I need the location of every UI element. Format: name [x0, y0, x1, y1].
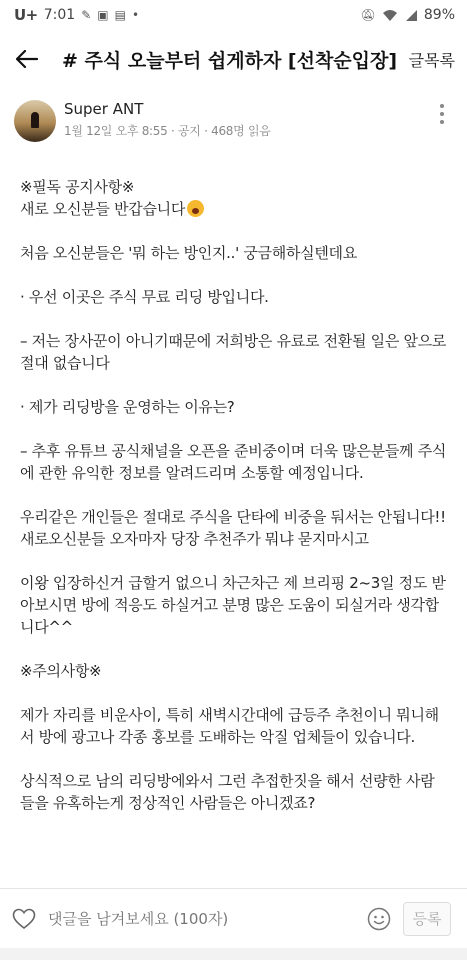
post-paragraph: – 저는 장사꾼이 아니기때문에 저희방은 유료로 전환될 일은 앞으로 절대 없습니다: [20, 332, 447, 372]
image-icon: ▤: [114, 8, 126, 22]
paragraph-text: ※필독 공지사항※ 새로 오신분들 반갑습니다: [20, 178, 186, 218]
author-name[interactable]: Super ANT: [64, 100, 144, 118]
post-paragraph: · 우선 이곳은 주식 무료 리딩 방입니다.: [20, 288, 269, 306]
post-paragraph: · 제가 리딩방을 운영하는 이유는?: [20, 398, 235, 416]
status-right: [361, 7, 455, 23]
more-options-button[interactable]: [433, 98, 451, 124]
submit-comment-button[interactable]: 등록: [403, 902, 451, 936]
post-content: [0, 154, 467, 814]
scared-face-emoji-icon: [187, 200, 204, 217]
status-bar: [0, 0, 467, 30]
avatar[interactable]: [14, 100, 56, 142]
post-paragraph: [20, 176, 447, 220]
dot-icon: •: [131, 8, 140, 22]
more-dot-icon: [440, 112, 444, 116]
post-paragraph: 처음 오신분들은 '뭐 하는 방인지..' 궁금해하실텐데요: [20, 244, 357, 262]
arrow-left-icon: [16, 50, 38, 68]
clock: 7:01: [43, 7, 76, 23]
comment-bar: [0, 888, 467, 948]
post-paragraph: 제가 자리를 비운사이, 특히 새벽시간대에 급등주 추천이니 뭐니해서 방에 광고나 각종 홍보를 도배하는 악질 업체들이 있습니다.: [20, 706, 439, 746]
more-dot-icon: [440, 120, 444, 124]
post-paragraph: ※주의사항※: [20, 662, 102, 680]
post-paragraph: 이왕 입장하신거 급할거 없으니 차근차근 제 브리핑 2~3일 정도 받아보시면 방에 적응도 하실거고 분명 많은 도움이 되실거라 생각합니다^^: [20, 574, 446, 636]
post-paragraph: 우리같은 개인들은 절대로 주식을 단타에 비중을 둬서는 안됩니다!! 새로오신분들 오자마자 당장 추천주가 뭐냐 묻지마시고: [20, 508, 446, 548]
author-meta: [56, 98, 433, 139]
heart-icon[interactable]: [12, 908, 36, 930]
status-left: [14, 6, 361, 24]
signal-icon: [404, 9, 418, 22]
post-paragraph: – 추후 유튜브 공식채널을 오픈을 준비중이며 더욱 많은분들께 주식에 관한 유익한 정보를 알려드리며 소통할 예정입니다.: [20, 442, 447, 482]
post-meta: 1월 12일 오후 8:55 · 공지 · 468명 읽음: [64, 124, 271, 138]
system-nav-bar: [0, 948, 467, 960]
message-icon: ▣: [97, 8, 109, 22]
app-header: [0, 30, 467, 88]
emoji-icon[interactable]: [367, 907, 391, 931]
battery-label: 89%: [423, 7, 455, 23]
comment-input[interactable]: 댓글을 남겨보세요 (100자): [48, 910, 229, 928]
page-title: # 주식 오늘부터 쉽게하자 [선착순입장]: [62, 49, 398, 72]
wifi-icon: [382, 9, 398, 22]
author-row: [0, 88, 467, 154]
mute-icon: 🔕︎: [360, 8, 376, 22]
post-paragraph: 상식적으로 남의 리딩방에와서 그런 추접한짓을 해서 선량한 사람들을 유혹하는게 정상적인 사람들은 아니겠죠?: [20, 772, 435, 812]
post-list-button[interactable]: 글목록: [408, 50, 455, 70]
back-button[interactable]: [16, 43, 48, 75]
notification-icon: ✎: [81, 8, 92, 22]
carrier-label: U+: [14, 6, 38, 24]
more-dot-icon: [440, 104, 444, 108]
